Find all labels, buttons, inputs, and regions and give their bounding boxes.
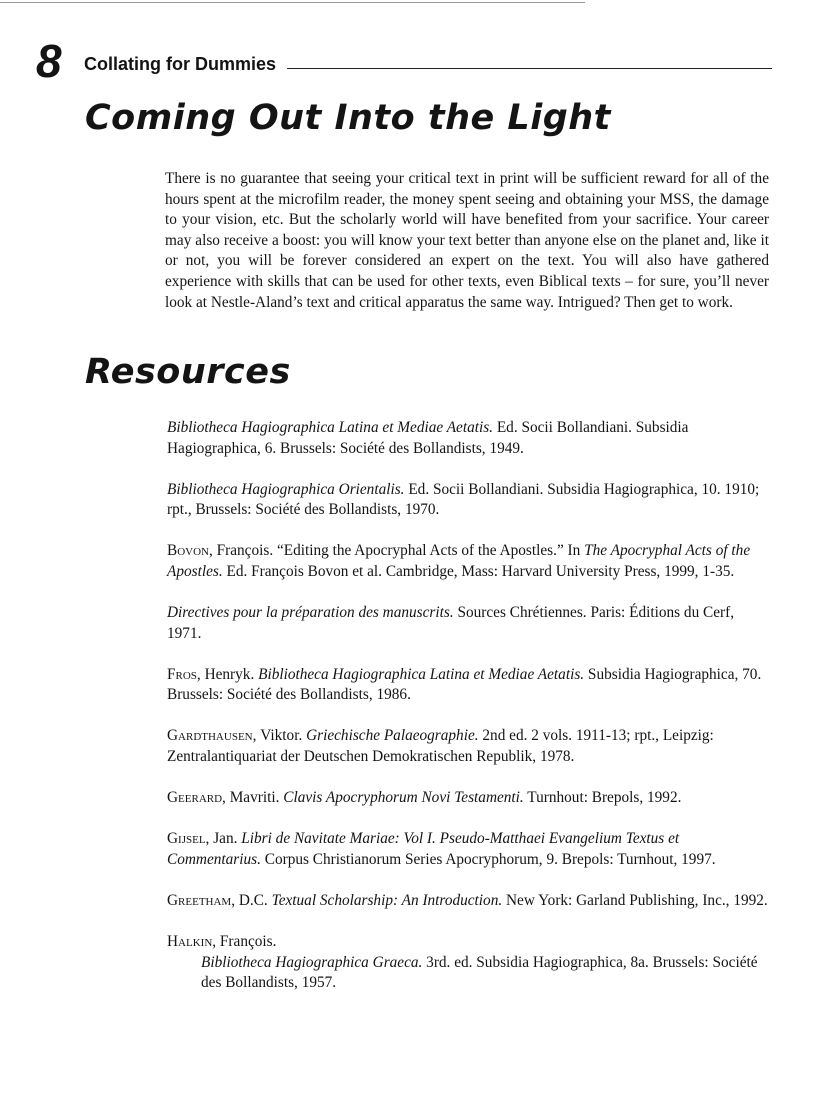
- resource-entry: [167, 418, 769, 459]
- resource-title: Bibliotheca Hagiographica Latina et Mediae Aetatis.: [258, 665, 585, 683]
- resource-prefix: Viktor.: [260, 727, 307, 745]
- resource-author: Greetham,: [167, 891, 239, 909]
- resource-title: Textual Scholarship: An Introduction.: [271, 891, 503, 909]
- resource-entry: [167, 603, 769, 644]
- resource-entry: [167, 788, 769, 809]
- resource-entry: [167, 829, 769, 870]
- resource-author: Bovon,: [167, 542, 217, 560]
- resource-subentry: [167, 953, 769, 994]
- resource-entry: [167, 541, 769, 582]
- resource-entry: [167, 665, 769, 706]
- resource-prefix: Henryk.: [204, 665, 259, 683]
- section-title-resources: Resources: [85, 352, 291, 392]
- resource-details: Ed. Socii Bollandiani. Subsidia Hagiographica, 10. 1910; rpt., Brussels: Société des Bollandists, 1970.: [167, 480, 760, 519]
- resource-prefix: Jan.: [213, 830, 242, 848]
- resource-author: Geerard,: [167, 789, 230, 807]
- resource-details: 3rd. ed. Subsidia Hagiographica, 8a. Brussels: Société des Bollandists, 1957.: [201, 953, 758, 992]
- resource-author: Gardthausen,: [167, 727, 261, 745]
- resource-details: Corpus Christianorum Series Apocryphorum, 9. Brepols: Turnhout, 1997.: [260, 850, 716, 868]
- resource-title: Directives pour la préparation des manuscrits.: [167, 604, 454, 622]
- resource-title: The Apocryphal Acts of the Apostles.: [167, 542, 751, 580]
- resource-prefix: Mavriti.: [229, 789, 284, 807]
- resource-prefix: D.C.: [238, 891, 272, 909]
- page-number: 8: [36, 35, 62, 87]
- resource-title: Clavis Apocryphorum Novi Testamenti.: [283, 789, 524, 807]
- resource-title: Libri de Navitate Mariae: Vol I. Pseudo-Matthaei Evangelium Textus et Commentarius.: [167, 830, 680, 868]
- running-head-rule: [287, 68, 772, 69]
- resource-details: New York: Garland Publishing, Inc., 1992.: [502, 891, 768, 909]
- resource-title: Bibliotheca Hagiographica Latina et Mediae Aetatis.: [167, 419, 494, 436]
- resource-details: 2nd ed. 2 vols. 1911-13; rpt., Leipzig: Zentralantiquariat der Deutschen Demokratischen Republik, 1978.: [167, 727, 714, 766]
- resource-title: Bibliotheca Hagiographica Orientalis.: [167, 480, 405, 498]
- resource-entry: [167, 480, 769, 521]
- resource-entry: [167, 932, 769, 994]
- running-head: Collating for Dummies: [84, 54, 277, 74]
- resource-entry: [167, 726, 769, 767]
- resource-details: Sources Chrétiennes. Paris: Éditions du Cerf, 1971.: [167, 604, 735, 642]
- resource-details: Subsidia Hagiographica, 70. Brussels: Société des Bollandists, 1986.: [167, 665, 762, 704]
- resource-details: Turnhout: Brepols, 1992.: [523, 789, 682, 807]
- resource-prefix: François.: [219, 933, 277, 950]
- resource-prefix: François. “Editing the Apocryphal Acts of the Apostles.” In: [216, 542, 585, 560]
- resource-author: Fros,: [167, 665, 205, 683]
- resource-entry: [167, 891, 769, 912]
- resource-author: Gijsel,: [167, 830, 214, 848]
- resources-list: [167, 418, 769, 1014]
- section-title-coming-out: Coming Out Into the Light: [85, 98, 611, 138]
- resource-title: Bibliotheca Hagiographica Graeca.: [201, 953, 423, 971]
- resource-details: Ed. Socii Bollandiani. Subsidia Hagiographica, 6. Brussels: Société des Bollandists, 1949.: [167, 419, 689, 457]
- intro-paragraph: There is no guarantee that seeing your critical text in print will be sufficient reward for all of the hours spent at the microfilm reader, the money spent seeing and obtaining your MSS, the damage to your vision, etc. But the scholarly world will have benefited from your sacrifice. Your career may also receive a boost: you will know your text better than anyone else on the planet and, like it or not, you will be forever considered an expert on the text. You will also have gathered experience with skills that can be used for other texts, even Biblical texts – for sure, you’ll never look at Nestle-Aland’s text and critical apparatus the same way. Intrigued? Then get to work.: [165, 170, 769, 311]
- top-scan-rule: [0, 2, 585, 3]
- resource-title: Griechische Palaeographie.: [306, 727, 479, 745]
- resource-author: Halkin,: [167, 933, 220, 950]
- resource-details: Ed. François Bovon et al. Cambridge, Mass: Harvard University Press, 1999, 1-35.: [222, 562, 735, 580]
